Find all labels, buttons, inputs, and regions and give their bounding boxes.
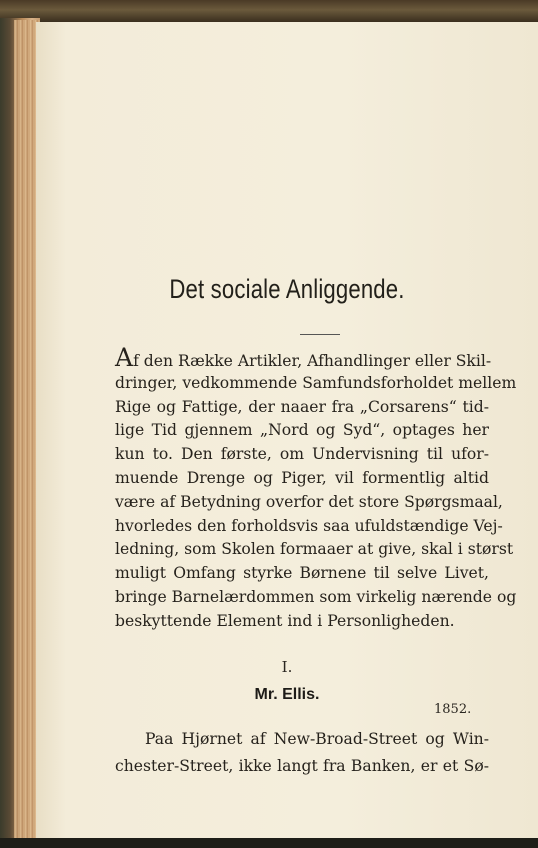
chapter-paragraph: [115, 726, 489, 780]
page-title: Det sociale Anliggende.: [169, 274, 405, 304]
text-line: chester-Street, ikke langt fra Banken, er et Sø-: [115, 757, 489, 775]
text-line: beskyttende Element ind i Personligheden.: [115, 611, 455, 630]
text-line: Rige og Fattige, der naaer fra „Corsarens“ tid-: [115, 397, 489, 416]
text-line: ledning, som Skolen formaaer at give, skal i størst: [115, 540, 514, 559]
text-line: være af Betydning overfor det store Spørgsmaal,: [115, 492, 503, 511]
book-bottom-edge: [0, 838, 538, 848]
chapter-title: Mr. Ellis.: [254, 686, 320, 703]
title-divider: [300, 334, 340, 335]
section-number: I.: [281, 658, 293, 676]
text-line: dringer, vedkommende Samfundsforholdet mellem: [115, 373, 517, 392]
text-line: Paa Hjørnet af New-Broad-Street og Win-: [145, 730, 489, 748]
chapter-year: 1852.: [434, 702, 472, 717]
book-page: [36, 22, 538, 840]
intro-paragraph: [115, 343, 517, 634]
book-top-edge: [0, 0, 538, 22]
text-line: lige Tid gjennem „Nord og Syd“, optages her: [115, 421, 489, 440]
drop-cap: A: [115, 343, 134, 372]
text-line: Af den Række Artikler, Afhandlinger eller Skil-: [115, 343, 492, 372]
text-line: hvorledes den forholdsvis saa ufuldstændige Vej-: [115, 516, 503, 535]
text-line: muligt Omfang styrke Børnene til selve Livet,: [115, 564, 489, 583]
text-line: bringe Barnelærdommen som virkelig nærende og: [115, 587, 517, 606]
text-line: muende Drenge og Piger, vil formentlig altid: [115, 468, 489, 487]
text-line: kun to. Den første, om Undervisning til ufor-: [115, 445, 489, 464]
